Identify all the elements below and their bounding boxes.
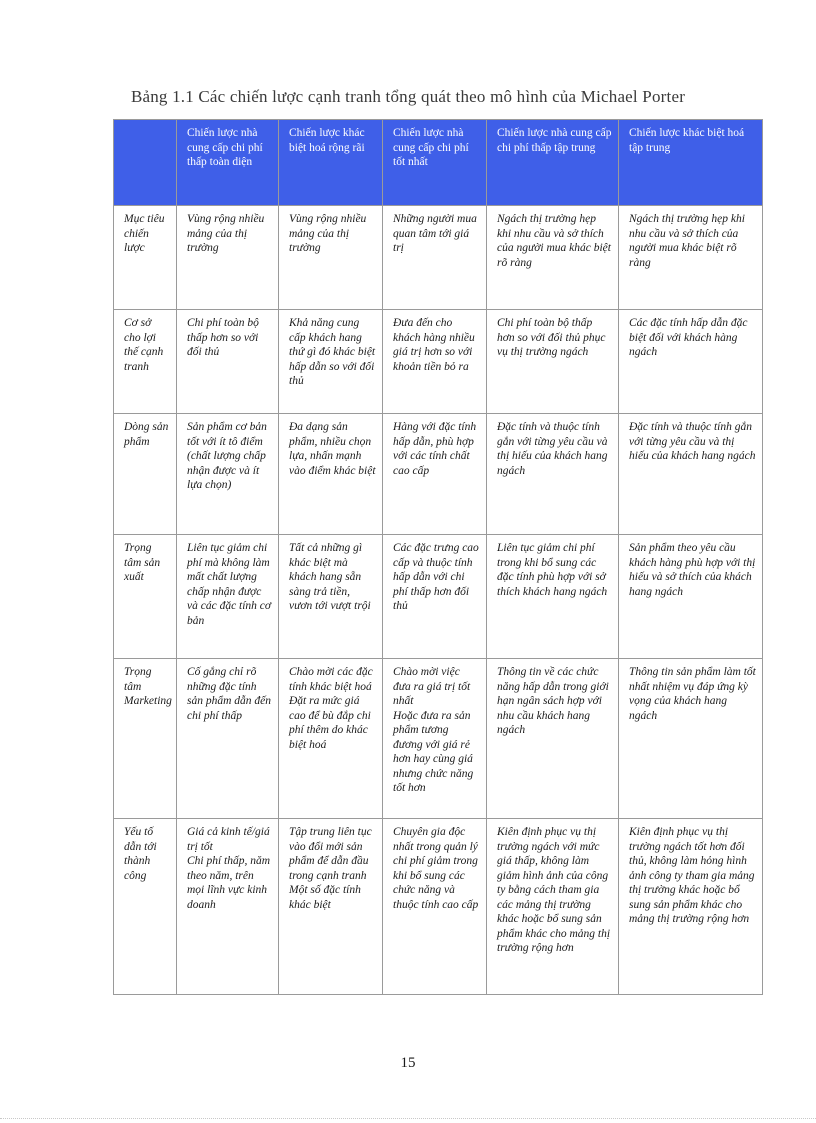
header-cell: Chiến lược khác biệt hoá tập trung	[619, 120, 763, 206]
table-cell: Ngách thị trường hẹp khi nhu cầu và sở thích của người mua khác biệt rõ ràng	[619, 206, 763, 310]
table-cell: Tập trung liên tục vào đổi mới sản phẩm để dẫn đầu trong cạnh tranh Một số đặc tính khác biệt	[279, 819, 383, 995]
table-cell: Cố gắng chỉ rõ những đặc tính sản phẩm dẫn đến chi phí thấp	[177, 659, 279, 819]
table-cell: Chuyên gia độc nhất trong quản lý chi phí giảm trong khi bổ sung các chức năng và thuộc tính cao cấp	[383, 819, 487, 995]
table-caption: Bảng 1.1 Các chiến lược cạnh tranh tổng quát theo mô hình của Michael Porter	[130, 87, 686, 106]
table-cell: Các đặc trưng cao cấp và thuộc tính hấp dẫn với chi phí thấp hơn đối thủ	[383, 535, 487, 659]
table-cell: Đặc tính và thuộc tính gắn với từng yêu cầu và thị hiếu của khách hang ngách	[487, 414, 619, 535]
page-bottom-rule	[0, 1118, 816, 1119]
table-cell: Hàng với đặc tính hấp dẫn, phù hợp với các tính chất cao cấp	[383, 414, 487, 535]
table-cell: Kiên định phục vụ thị trường ngách tốt hơn đối thủ, không làm hỏng hình ảnh công ty tham gia mảng thị trường khác hoặc bổ sung sản phẩm khác cho mảng thị trường rộng hơn	[619, 819, 763, 995]
table-cell: Khả năng cung cấp khách hang thứ gì đó khác biệt hấp dẫn so với đối thủ	[279, 310, 383, 414]
header-corner	[114, 120, 177, 206]
table-cell: Những người mua quan tâm tới giá trị	[383, 206, 487, 310]
row-label: Dòng sản phẩm	[114, 414, 177, 535]
table-cell: Sản phẩm theo yêu cầu khách hàng phù hợp với thị hiếu và sở thích của khách hang ngách	[619, 535, 763, 659]
table-cell: Chi phí toàn bộ thấp hơn so với đối thủ	[177, 310, 279, 414]
table-cell: Kiên định phục vụ thị trường ngách với mức giá thấp, không làm giảm hình ảnh của công ty bằng cách tham gia các mảng thị trường khác hoặc bổ sung sản phẩm khác cho mảng thị trường rộng hơn	[487, 819, 619, 995]
header-cell: Chiến lược nhà cung cấp chi phí thấp tập trung	[487, 120, 619, 206]
row-label: Mục tiêu chiến lược	[114, 206, 177, 310]
table-cell: Vùng rộng nhiều mảng của thị trường	[279, 206, 383, 310]
table-cell: Vùng rộng nhiều mảng của thị trường	[177, 206, 279, 310]
header-cell: Chiến lược nhà cung cấp chi phí tốt nhất	[383, 120, 487, 206]
table-cell: Chi phí toàn bộ thấp hơn so với đối thủ phục vụ thị trường ngách	[487, 310, 619, 414]
table-row	[114, 206, 763, 310]
header-cell: Chiến lược khác biệt hoá rộng rãi	[279, 120, 383, 206]
table-row	[114, 310, 763, 414]
row-label: Trọng tâm sản xuất	[114, 535, 177, 659]
header-cell: Chiến lược nhà cung cấp chi phí thấp toàn diện	[177, 120, 279, 206]
table-cell: Chào mời các đặc tính khác biệt hoá Đặt ra mức giá cao để bù đắp chi phí thêm do khác biệt hoá	[279, 659, 383, 819]
table-cell: Giá cả kinh tế/giá trị tốt Chi phí thấp, năm theo năm, trên mọi lĩnh vực kinh doanh	[177, 819, 279, 995]
table-cell: Chào mời việc đưa ra giá trị tốt nhất Hoặc đưa ra sản phẩm tương đương với giá rẻ hơn hay cùng giá nhưng chức năng tốt hơn	[383, 659, 487, 819]
table-row	[114, 535, 763, 659]
table-cell: Thông tin về các chức năng hấp dẫn trong giới hạn ngân sách hợp với nhu cầu khách hang ngách	[487, 659, 619, 819]
page-number: 15	[400, 1055, 416, 1071]
table-cell: Đưa đến cho khách hàng nhiều giá trị hơn so với khoản tiền bỏ ra	[383, 310, 487, 414]
strategy-table	[113, 119, 763, 995]
table-cell: Thông tin sản phẩm làm tốt nhất nhiệm vụ đáp ứng kỳ vọng của khách hang ngách	[619, 659, 763, 819]
table-row	[114, 659, 763, 819]
row-label: Yếu tố dẫn tới thành công	[114, 819, 177, 995]
table-cell: Đặc tính và thuộc tính gắn với từng yêu cầu và thị hiếu của khách hang ngách	[619, 414, 763, 535]
table-cell: Đa dạng sản phẩm, nhiều chọn lựa, nhấn mạnh vào điểm khác biệt	[279, 414, 383, 535]
table-cell: Liên tục giảm chi phí trong khi bổ sung các đặc tính phù hợp với sở thích khách hang ngách	[487, 535, 619, 659]
table-cell: Các đặc tính hấp dẫn đặc biệt đối với khách hàng ngách	[619, 310, 763, 414]
row-label: Trọng tâm Marketing	[114, 659, 177, 819]
table-row	[114, 819, 763, 995]
table-row	[114, 414, 763, 535]
table-cell: Liên tục giảm chi phí mà không làm mất chất lượng chấp nhận được và các đặc tính cơ bản	[177, 535, 279, 659]
table-cell: Tất cả những gì khác biệt mà khách hang sẵn sàng trả tiền, vươn tới vượt trội	[279, 535, 383, 659]
table-cell: Ngách thị trường hẹp khi nhu cầu và sở thích của người mua khác biệt rõ ràng	[487, 206, 619, 310]
table-cell: Sản phẩm cơ bản tốt với ít tô điểm (chất lượng chấp nhận được và ít lựa chọn)	[177, 414, 279, 535]
row-label: Cơ sở cho lợi thế cạnh tranh	[114, 310, 177, 414]
header-row	[114, 120, 763, 206]
